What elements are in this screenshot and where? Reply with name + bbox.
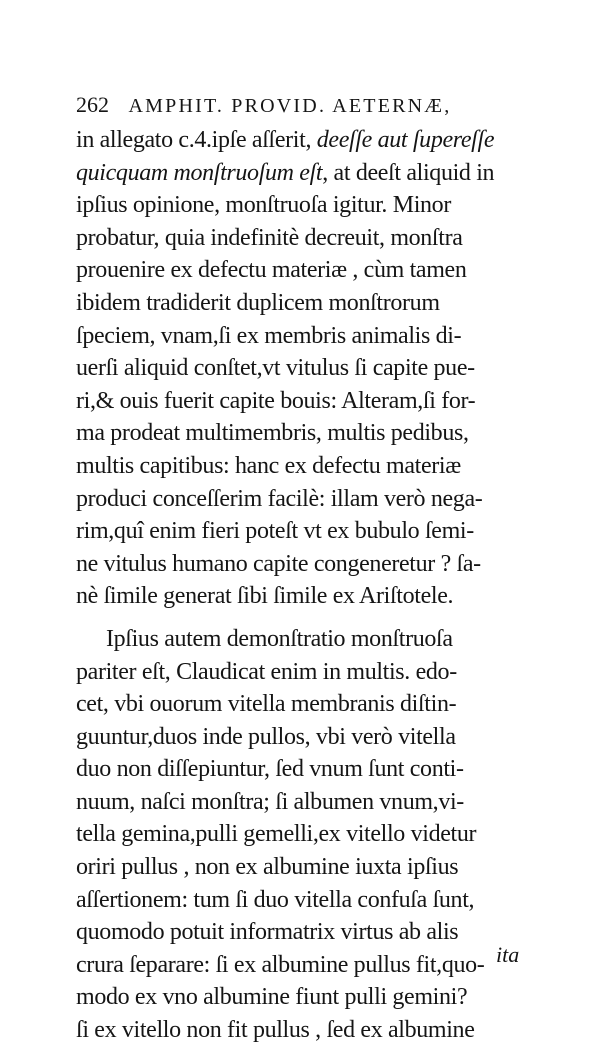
text-segment: produci conceſſerim facilè: illam verò nega- xyxy=(76,485,483,512)
text-line xyxy=(76,450,536,483)
text-segment: aſſertionem: tum ſi duo vitella confuſa ſunt, xyxy=(76,886,475,913)
text-segment: modo ex vno albumine fiunt pulli gemini? xyxy=(76,984,468,1011)
text-line xyxy=(76,548,536,581)
text-line xyxy=(76,981,536,1014)
text-segment: prouenire ex defectu materiæ , cùm tamen xyxy=(76,257,467,284)
text-line xyxy=(76,688,536,721)
text-line xyxy=(76,818,536,851)
text-segment: uerſi aliquid conſtet,vt vitulus ſi capite pue- xyxy=(76,355,475,382)
text-line xyxy=(76,417,536,450)
text-line xyxy=(76,320,536,353)
text-line xyxy=(76,786,536,819)
text-line xyxy=(76,884,536,917)
text-segment: duo non diſſepiuntur, ſed vnum ſunt conti- xyxy=(76,756,464,783)
page-number: 262 xyxy=(76,92,109,117)
text-line xyxy=(76,157,536,190)
text-segment: nuum, naſci monſtra; ſi albumen vnum,vi- xyxy=(76,788,464,815)
text-segment: ma prodeat multimembris, multis pedibus, xyxy=(76,420,469,447)
text-line xyxy=(76,753,536,786)
text-segment: probatur, quia indefinitè decreuit, monſtra xyxy=(76,224,463,251)
text-line xyxy=(76,254,536,287)
text-segment: , at deeſt aliquid in xyxy=(322,159,495,186)
text-segment: ipſius opinione, monſtruoſa igitur. Minor xyxy=(76,192,451,219)
text-line xyxy=(76,189,536,222)
text-segment: guuntur,duos inde pullos, vbi verò vitella xyxy=(76,723,456,750)
text-segment: multis capitibus: hanc ex defectu materiæ xyxy=(76,452,461,479)
running-head-title: AMPHIT. PROVID. AETERNÆ, xyxy=(128,95,452,117)
text-segment: ſi ex vitello non fit pullus , ſed ex albumine xyxy=(76,1017,475,1044)
text-segment: cet, vbi ouorum vitella membranis diſtin- xyxy=(76,691,457,718)
body-text xyxy=(76,124,536,1047)
text-segment: rim,quî enim fieri poteſt vt ex bubulo ſemi- xyxy=(76,518,474,545)
text-line xyxy=(76,222,536,255)
catchword: ita xyxy=(496,942,520,967)
text-segment: pariter eſt, Claudicat enim in multis. edo- xyxy=(76,658,457,685)
running-header xyxy=(76,90,536,120)
text-line xyxy=(76,352,536,385)
text-line xyxy=(76,851,536,884)
text-segment: crura ſeparare: ſi ex albumine pullus fit,quo- xyxy=(76,951,485,978)
text-line xyxy=(76,287,536,320)
text-segment: nè ſimile generat ſibi ſimile ex Ariſtotele. xyxy=(76,583,454,610)
text-segment: oriri pullus , non ex albumine iuxta ipſius xyxy=(76,854,459,881)
text-segment: ri,& ouis fuerit capite bouis: Alteram,ſi for- xyxy=(76,387,476,414)
text-line xyxy=(76,1014,536,1047)
text-line xyxy=(76,721,536,754)
text-line xyxy=(76,623,536,656)
text-line xyxy=(76,385,536,418)
text-line xyxy=(76,515,536,548)
italic-text-segment: quicquam monſtruoſum eſt xyxy=(76,159,323,186)
text-segment: ne vitulus humano capite congeneretur ? ſa- xyxy=(76,550,481,577)
text-segment: in allegato c.4.ipſe aſſerit, xyxy=(76,127,317,153)
text-line xyxy=(76,656,536,689)
italic-text-segment: deeſſe aut ſupereſſe xyxy=(316,127,495,153)
text-line xyxy=(76,580,536,613)
text-segment: ibidem tradiderit duplicem monſtrorum xyxy=(76,289,440,316)
text-segment: quomodo potuit informatrix virtus ab alis xyxy=(76,919,459,946)
text-segment: tella gemina,pulli gemelli,ex vitello videtur xyxy=(76,821,477,848)
text-segment: ſpeciem, vnam,ſi ex membris animalis di- xyxy=(76,322,462,349)
text-line xyxy=(76,949,536,982)
text-line xyxy=(76,916,536,949)
text-line xyxy=(76,483,536,516)
text-segment: Ipſius autem demonſtratio monſtruoſa xyxy=(106,625,453,652)
text-line xyxy=(76,124,536,157)
